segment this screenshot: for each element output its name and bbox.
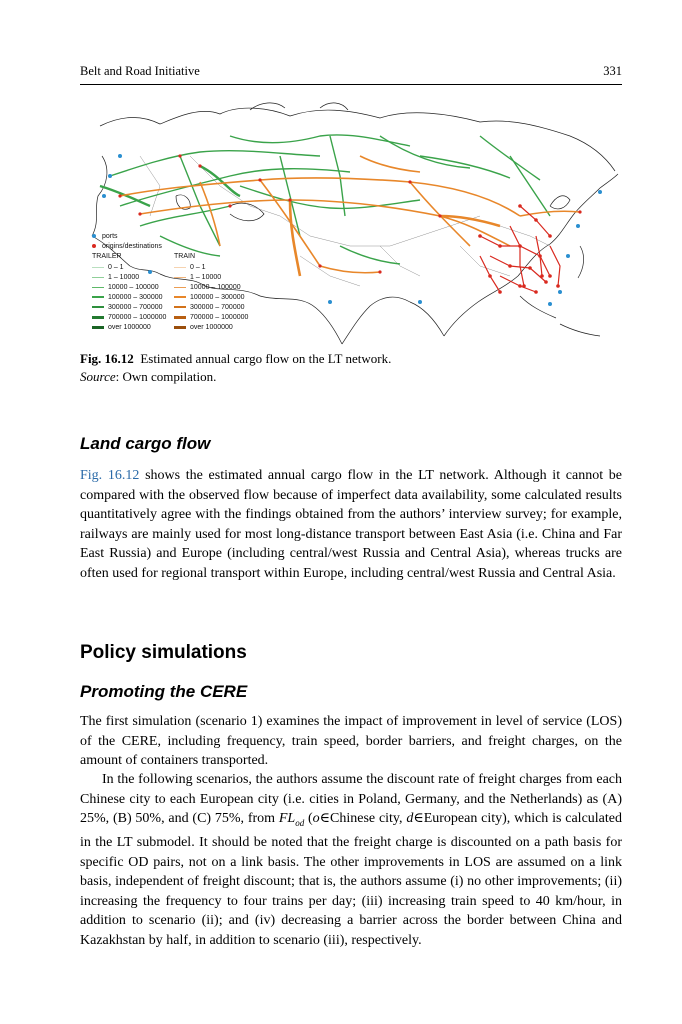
china-network bbox=[480, 206, 560, 292]
legend-trailer-item: 1 – 10000 bbox=[92, 273, 139, 282]
paragraph-scenario-1: The first simulation (scenario 1) examines the impact of improvement in level of service (LOS) of the CERE, including frequency, train speed, border barriers, and freight charges, on the amount of containers transported. bbox=[80, 714, 622, 768]
legend-train-item: 0 – 1 bbox=[174, 263, 206, 272]
page-number: 331 bbox=[603, 64, 622, 78]
legend-ports: ports bbox=[88, 232, 118, 241]
figure-caption bbox=[80, 350, 622, 386]
legend-trailer-item: 700000 – 1000000 bbox=[92, 313, 166, 322]
legend-train-item: 1 – 10000 bbox=[174, 273, 221, 282]
header-rule bbox=[80, 84, 622, 85]
legend-train-heading: TRAIN bbox=[174, 253, 195, 260]
section-heading-policy: Policy simulations bbox=[80, 642, 247, 663]
origin-dot-icon bbox=[92, 244, 96, 248]
port-dot-icon bbox=[92, 234, 96, 238]
map-legend bbox=[88, 232, 278, 344]
caption-text: Estimated annual cargo flow on the LT network. bbox=[140, 351, 392, 366]
legend-origins: origins/destinations bbox=[88, 242, 162, 251]
running-head bbox=[80, 64, 622, 84]
legend-train-item: 10000 – 100000 bbox=[174, 283, 241, 292]
legend-train-item: 300000 – 700000 bbox=[174, 303, 245, 312]
source-line bbox=[80, 368, 622, 386]
paragraph-land-cargo: Fig. 16.12 shows the estimated annual cargo flow in the LT network. Although it cannot be compared with the observed flow because of imperfect data availability, some calculated results quantitatively agree with the findings obtained from the authors’ interview survey; for example, railways are mainly used for most long-distance transport between East Asia (i.e. China and Far East Russia) and Europe (including central/west Russia and Central Asia), whereas trucks are often used for regional transport within Europe, including central/west Russia and Central Asia. bbox=[80, 468, 622, 581]
section-heading-land-cargo: Land cargo flow bbox=[80, 434, 211, 453]
paragraph-scenarios: In the following scenarios, the authors assume the discount rate of freight charges from each Chinese city to each European city (i.e. cities in Poland, Germany, and the Netherlands) as (A) 25%, (B) 50%, and (C) 75%, from $FL_{od}$ (o∈Chinese city, d∈European city), which is calculated in the LT submodel. It should be noted that the freight charge is discounted on a path basis for specific OD pairs, not on a link basis. The other improvements in LOS are assumed on a link basis, independent of freight discount; that is, the authors assume (i) no other improvements; (ii) increasing the frequency to four trains per day; (iii) increasing train speed to 40 km/hour, in addition to scenario (ii); and (iv) decreasing a barrier across the border between China and Kazakhstan by half, in addition to scenario (iii), respectively. bbox=[80, 772, 622, 948]
legend-trailer-item: 100000 – 300000 bbox=[92, 293, 163, 302]
figure-reference-link[interactable]: Fig. 16.12 bbox=[80, 468, 140, 483]
source-text: : Own compilation. bbox=[115, 369, 217, 384]
running-title: Belt and Road Initiative bbox=[80, 64, 200, 78]
legend-train-item: over 1000000 bbox=[174, 323, 233, 332]
legend-trailer-item: over 1000000 bbox=[92, 323, 151, 332]
legend-trailer-heading: TRAILER bbox=[92, 253, 122, 260]
source-label: Source bbox=[80, 369, 116, 384]
caption-label: Fig. 16.12 bbox=[80, 351, 134, 366]
legend-trailer-item: 0 – 1 bbox=[92, 263, 124, 272]
legend-train-item: 700000 – 1000000 bbox=[174, 313, 248, 322]
legend-trailer-item: 10000 – 100000 bbox=[92, 283, 159, 292]
legend-train-item: 100000 – 300000 bbox=[174, 293, 245, 302]
caption-line bbox=[80, 350, 622, 368]
subsection-heading-cere: Promoting the CERE bbox=[80, 682, 248, 701]
legend-trailer-item: 300000 – 700000 bbox=[92, 303, 163, 312]
